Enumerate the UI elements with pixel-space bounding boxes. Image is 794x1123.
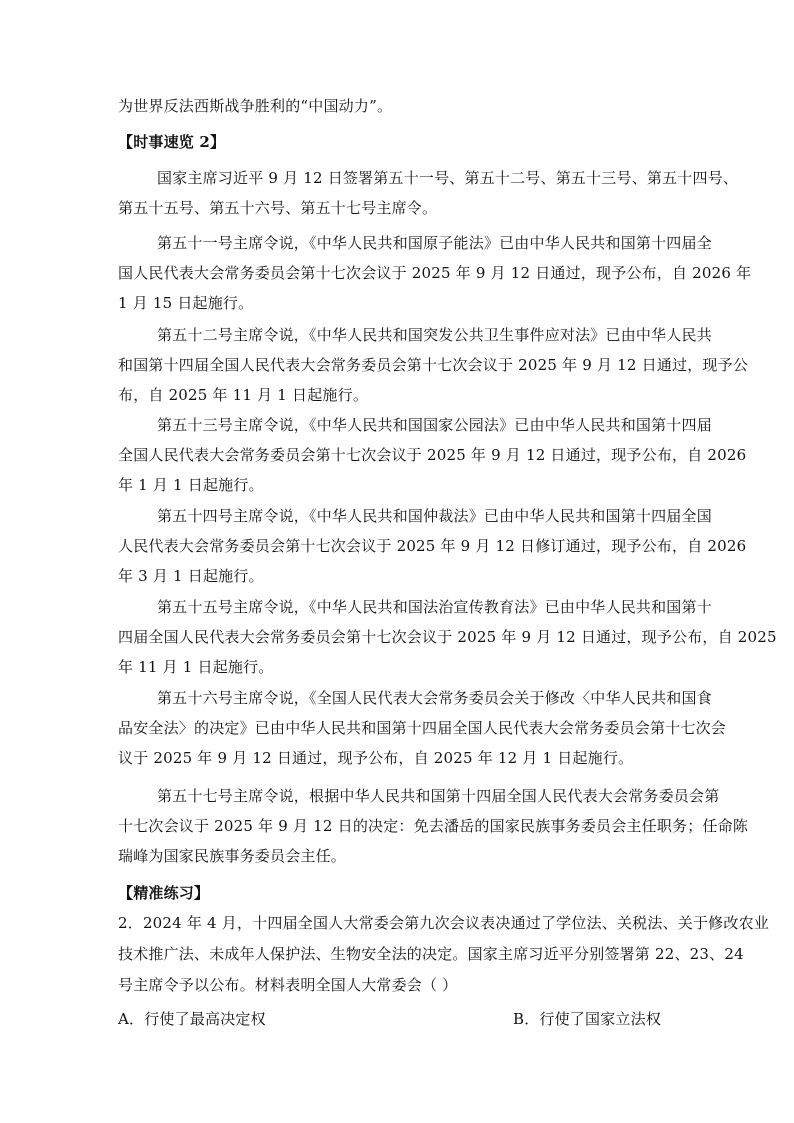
paragraph-7-line-2: 品安全法〉的决定》已由中华人民共和国第十四届全国人民代表大会常务委员会第十七次会 <box>118 719 727 737</box>
paragraph-2-line-2: 国人民代表大会常务委员会第十七次会议于 2025 年 9 月 12 日通过，现予公布，自 2026 年 <box>118 264 752 282</box>
question-line-3: 号主席令予以公布。材料表明全国人大常委会（ ） <box>118 976 458 994</box>
paragraph-8-line-3: 瑞峰为国家民族事务委员会主任。 <box>118 847 347 865</box>
paragraph-1-line-1: 国家主席习近平 9 月 12 日签署第五十一号、第五十二号、第五十三号、第五十四号、 <box>157 169 739 187</box>
paragraph-2-line-3: 1 月 15 日起施行。 <box>118 294 254 312</box>
question-line-1: 2．2024 年 4 月，十四届全国人大常委会第九次会议表决通过了学位法、关税法、关于修改农业 <box>118 914 769 932</box>
paragraph-6-line-3: 年 11 月 1 日起施行。 <box>118 658 274 676</box>
section-heading-news: 【时事速览 2】 <box>118 133 226 151</box>
paragraph-2-line-1: 第五十一号主席令说，《中华人民共和国原子能法》已由中华人民共和国第十四届全 <box>157 234 712 252</box>
paragraph-1-line-2: 第五十五号、第五十六号、第五十七号主席令。 <box>118 199 438 217</box>
paragraph-4-line-1: 第五十三号主席令说，《中华人民共和国国家公园法》已由中华人民共和国第十四届 <box>157 416 712 434</box>
paragraph-8-line-2: 十七次会议于 2025 年 9 月 12 日的决定：免去潘岳的国家民族事务委员会主任职务；任命陈 <box>118 817 749 835</box>
paragraph-3-line-2: 和国第十四届全国人民代表大会常务委员会第十七次会议于 2025 年 9 月 12 日通过，现予公 <box>118 356 749 374</box>
paragraph-5-line-3: 年 3 月 1 日起施行。 <box>118 567 264 585</box>
paragraph-3-line-3: 布，自 2025 年 11 月 1 日起施行。 <box>118 386 369 404</box>
question-line-2: 技术推广法、未成年人保护法、生物安全法的决定。国家主席习近平分别签署第 22、23、24 <box>118 945 744 963</box>
paragraph-8-line-1: 第五十七号主席令说，根据中华人民共和国第十四届全国人民代表大会常务委员会第 <box>157 787 720 805</box>
intro-tail: 为世界反法西斯战争胜利的“中国动力”。 <box>118 97 393 115</box>
paragraph-5-line-2: 人民代表大会常务委员会第十七次会议于 2025 年 9 月 12 日修订通过，现予公布，自 2026 <box>118 537 747 555</box>
option-a[interactable]: A．行使了最高决定权 <box>118 1010 266 1028</box>
option-b[interactable]: B．行使了国家立法权 <box>513 1010 662 1028</box>
section-heading-practice: 【精准练习】 <box>118 884 210 902</box>
paragraph-4-line-2: 全国人民代表大会常务委员会第十七次会议于 2025 年 9 月 12 日通过，现予公布，自 2026 <box>118 446 747 464</box>
paragraph-6-line-2: 四届全国人民代表大会常务委员会第十七次会议于 2025 年 9 月 12 日通过，现予公布，自 2025 <box>118 628 777 646</box>
paragraph-7-line-1: 第五十六号主席令说，《全国人民代表大会常务委员会关于修改〈中华人民共和国食 <box>157 689 712 707</box>
paragraph-5-line-1: 第五十四号主席令说，《中华人民共和国仲裁法》已由中华人民共和国第十四届全国 <box>157 507 712 525</box>
paragraph-3-line-1: 第五十二号主席令说，《中华人民共和国突发公共卫生事件应对法》已由中华人民共 <box>157 326 712 344</box>
paragraph-4-line-3: 年 1 月 1 日起施行。 <box>118 476 264 494</box>
paragraph-6-line-1: 第五十五号主席令说，《中华人民共和国法治宣传教育法》已由中华人民共和国第十 <box>157 598 712 616</box>
paragraph-7-line-3: 议于 2025 年 9 月 12 日通过，现予公布，自 2025 年 12 月 1 日起施行。 <box>118 749 634 767</box>
answer-options <box>118 1009 678 1029</box>
